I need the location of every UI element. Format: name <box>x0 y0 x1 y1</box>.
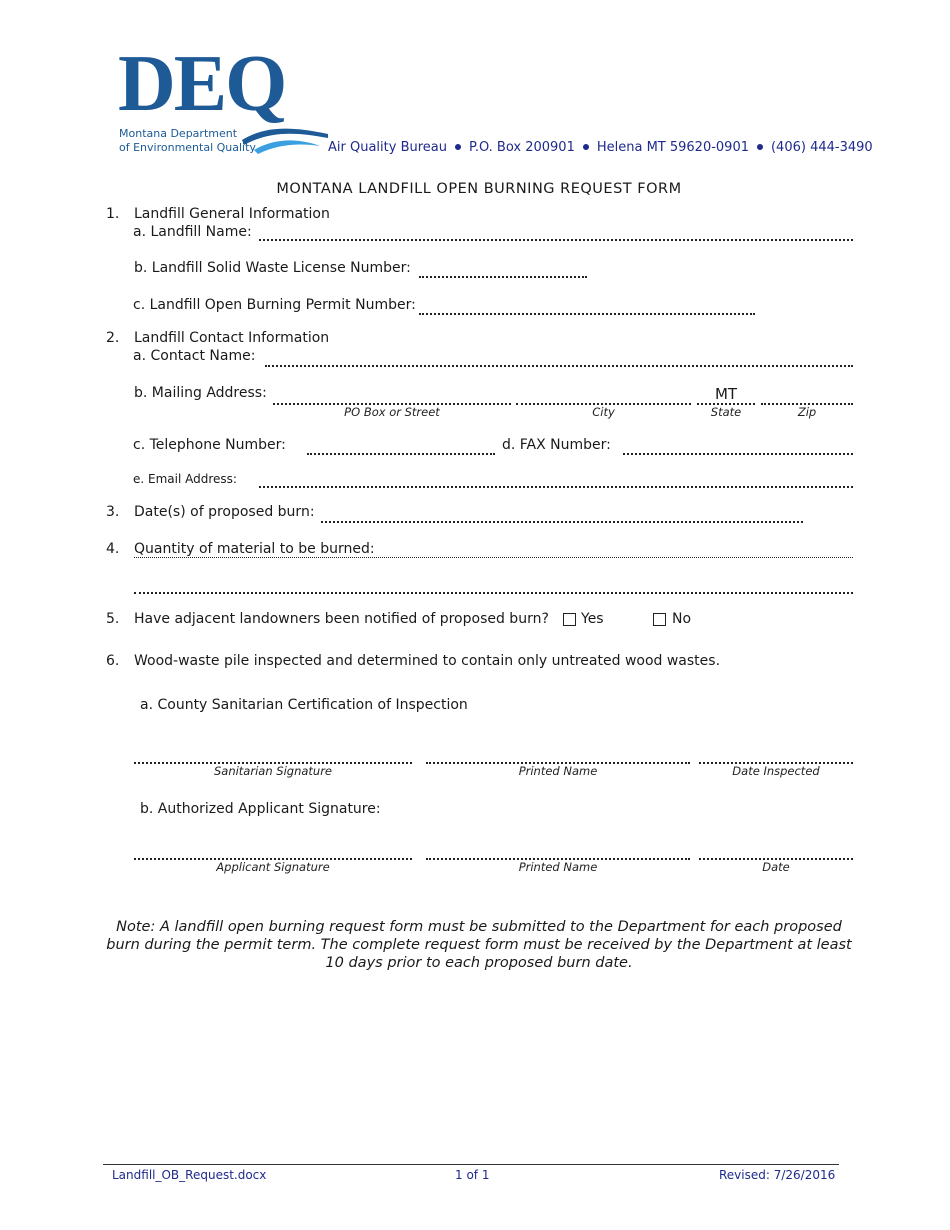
zip-caption: Zip <box>797 405 817 419</box>
city-caption: City <box>592 405 615 419</box>
email-label: e. Email Address: <box>133 472 237 486</box>
quantity-label: Quantity of material to be burned: <box>134 541 375 557</box>
submission-note: Note: A landfill open burning request form must be submitted to the Department for each proposed burn during the permit term. The complete request form must be received by the Department at least 10 days prior to each proposed burn date. <box>106 919 852 971</box>
telephone-field[interactable] <box>307 453 495 455</box>
bullet-icon <box>757 144 763 150</box>
mailing-address-label: b. Mailing Address: <box>134 385 267 401</box>
street-caption: PO Box or Street <box>344 405 440 419</box>
phone-number: (406) 444-3490 <box>770 140 873 155</box>
footer-divider <box>103 1164 839 1165</box>
section-4-number: 4. <box>106 541 120 557</box>
footer-page-number: 1 of 1 <box>455 1168 490 1182</box>
sanitarian-certification-label: a. County Sanitarian Certification of Inspection <box>140 697 468 713</box>
logo-wordmark: DEQ <box>118 40 286 128</box>
license-number-field[interactable] <box>419 276 587 278</box>
po-box: P.O. Box 200901 <box>469 140 575 155</box>
license-number-label: b. Landfill Solid Waste License Number: <box>134 260 411 276</box>
section-2-title: Landfill Contact Information <box>134 330 330 346</box>
inspection-statement: Wood-waste pile inspected and determined to contain only untreated wood wastes. <box>134 653 721 669</box>
state-caption: State <box>710 405 742 419</box>
quantity-field-line-2[interactable] <box>134 592 853 594</box>
date-inspected-caption: Date Inspected <box>732 764 820 778</box>
bullet-icon <box>455 144 461 150</box>
applicant-date-caption: Date <box>762 860 790 874</box>
permit-number-field[interactable] <box>419 313 755 315</box>
yes-checkbox[interactable] <box>563 613 576 626</box>
burn-date-field[interactable] <box>321 521 803 523</box>
telephone-label: c. Telephone Number: <box>133 437 286 453</box>
logo-subtitle-2: of Environmental Quality <box>119 141 256 154</box>
contact-name-field[interactable] <box>265 365 853 367</box>
fax-field[interactable] <box>623 453 853 455</box>
city-address: Helena MT 59620-0901 <box>596 140 749 155</box>
no-checkbox[interactable] <box>653 613 666 626</box>
sanitarian-printed-name-caption: Printed Name <box>518 764 598 778</box>
landfill-name-label: a. Landfill Name: <box>133 224 252 240</box>
footer-filename: Landfill_OB_Request.docx <box>112 1168 267 1182</box>
section-3-number: 3. <box>106 504 120 520</box>
contact-line <box>328 140 873 155</box>
contact-name-label: a. Contact Name: <box>133 348 256 364</box>
section-2-number: 2. <box>106 330 120 346</box>
email-field[interactable] <box>259 486 853 488</box>
bullet-icon <box>583 144 589 150</box>
fax-label: d. FAX Number: <box>502 437 611 453</box>
yes-label: Yes <box>581 611 604 627</box>
section-5-number: 5. <box>106 611 120 627</box>
logo-subtitle-1: Montana Department <box>119 127 238 140</box>
applicant-signature-label: b. Authorized Applicant Signature: <box>140 801 381 817</box>
landfill-name-field[interactable] <box>259 239 853 241</box>
permit-number-label: c. Landfill Open Burning Permit Number: <box>133 297 416 313</box>
section-6-number: 6. <box>106 653 120 669</box>
form-title: MONTANA LANDFILL OPEN BURNING REQUEST FORM <box>276 181 682 197</box>
section-1-number: 1. <box>106 206 120 222</box>
section-1-title: Landfill General Information <box>134 206 330 222</box>
quantity-field-line-1[interactable] <box>134 557 853 558</box>
applicant-signature-caption: Applicant Signature <box>216 860 330 874</box>
footer-revised-date: Revised: 7/26/2016 <box>719 1168 836 1182</box>
burn-date-label: Date(s) of proposed burn: <box>134 504 315 520</box>
no-label: No <box>672 611 692 627</box>
applicant-printed-name-caption: Printed Name <box>518 860 598 874</box>
notified-question: Have adjacent landowners been notified of proposed burn? <box>134 611 549 627</box>
state-value: MT <box>714 385 738 403</box>
sanitarian-signature-caption: Sanitarian Signature <box>213 764 333 778</box>
bureau-name: Air Quality Bureau <box>328 140 447 155</box>
